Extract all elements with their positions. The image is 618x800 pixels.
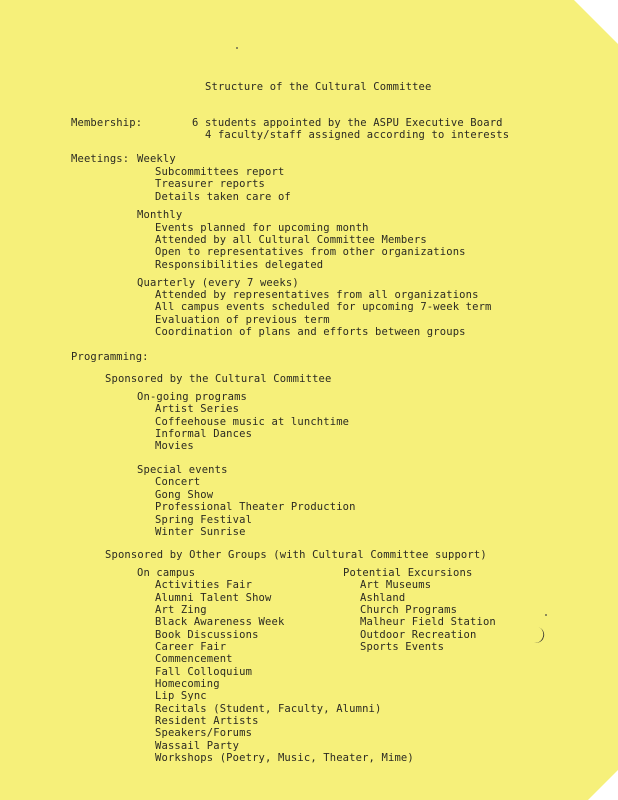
on-campus-item: Homecoming [155, 678, 220, 690]
meeting-item: Evaluation of previous term [155, 314, 330, 326]
membership-line: 4 faculty/staff assigned according to interests [205, 129, 510, 141]
meeting-heading: Weekly [137, 153, 176, 165]
program-heading: Special events [137, 464, 228, 476]
excursion-item: Sports Events [360, 641, 445, 653]
on-campus-item: Wassail Party [155, 740, 240, 752]
on-campus-item: Black Awareness Week [155, 616, 285, 628]
meetings-label: Meetings: [71, 153, 130, 165]
sponsor-heading: Sponsored by Other Groups (with Cultural Committee support) [105, 549, 487, 561]
on-campus-heading: On campus [137, 567, 196, 579]
program-heading: On-going programs [137, 391, 248, 403]
membership-line: 6 students appointed by the ASPU Executive Board [192, 117, 503, 129]
program-item: Movies [155, 440, 194, 452]
on-campus-item: Alumni Talent Show [155, 592, 272, 604]
programming-label: Programming: [71, 351, 149, 363]
meeting-item: Open to representatives from other organizations [155, 246, 466, 258]
pen-mark [533, 627, 547, 645]
page-corner-cutoff [574, 0, 618, 44]
speck [236, 47, 238, 49]
on-campus-item: Activities Fair [155, 579, 253, 591]
excursion-item: Art Museums [360, 579, 432, 591]
on-campus-item: Recitals (Student, Faculty, Alumni) [155, 703, 382, 715]
excursions-heading: Potential Excursions [343, 567, 473, 579]
meeting-heading: Quarterly (every 7 weeks) [137, 277, 299, 289]
page-corner-cutoff-bottom [588, 770, 618, 800]
program-item: Spring Festival [155, 514, 253, 526]
program-item: Concert [155, 476, 201, 488]
on-campus-item: Fall Colloquium [155, 666, 253, 678]
on-campus-item: Book Discussions [155, 629, 259, 641]
excursion-item: Church Programs [360, 604, 458, 616]
program-item: Gong Show [155, 489, 214, 501]
program-item: Winter Sunrise [155, 526, 246, 538]
document-title: Structure of the Cultural Committee [205, 81, 432, 93]
speck [545, 614, 547, 616]
program-item: Coffeehouse music at lunchtime [155, 416, 350, 428]
meeting-item: Treasurer reports [155, 178, 266, 190]
program-item: Informal Dances [155, 428, 253, 440]
on-campus-item: Speakers/Forums [155, 727, 253, 739]
on-campus-item: Career Fair [155, 641, 227, 653]
program-item: Artist Series [155, 403, 240, 415]
meeting-item: Subcommittees report [155, 166, 285, 178]
meeting-heading: Monthly [137, 209, 183, 221]
on-campus-item: Commencement [155, 653, 233, 665]
excursion-item: Malheur Field Station [360, 616, 496, 628]
meeting-item: Attended by all Cultural Committee Members [155, 234, 427, 246]
meeting-item: Coordination of plans and efforts between groups [155, 326, 466, 338]
on-campus-item: Workshops (Poetry, Music, Theater, Mime) [155, 752, 414, 764]
meeting-item: Events planned for upcoming month [155, 222, 369, 234]
on-campus-item: Resident Artists [155, 715, 259, 727]
meeting-item: Details taken care of [155, 191, 291, 203]
sponsor-heading: Sponsored by the Cultural Committee [105, 373, 332, 385]
membership-label: Membership: [71, 117, 143, 129]
excursion-item: Outdoor Recreation [360, 629, 477, 641]
program-item: Professional Theater Production [155, 501, 356, 513]
meeting-item: All campus events scheduled for upcoming 7-week term [155, 301, 492, 313]
meeting-item: Responsibilities delegated [155, 259, 324, 271]
on-campus-item: Lip Sync [155, 690, 207, 702]
meeting-item: Attended by representatives from all organizations [155, 289, 479, 301]
on-campus-item: Art Zing [155, 604, 207, 616]
excursion-item: Ashland [360, 592, 406, 604]
